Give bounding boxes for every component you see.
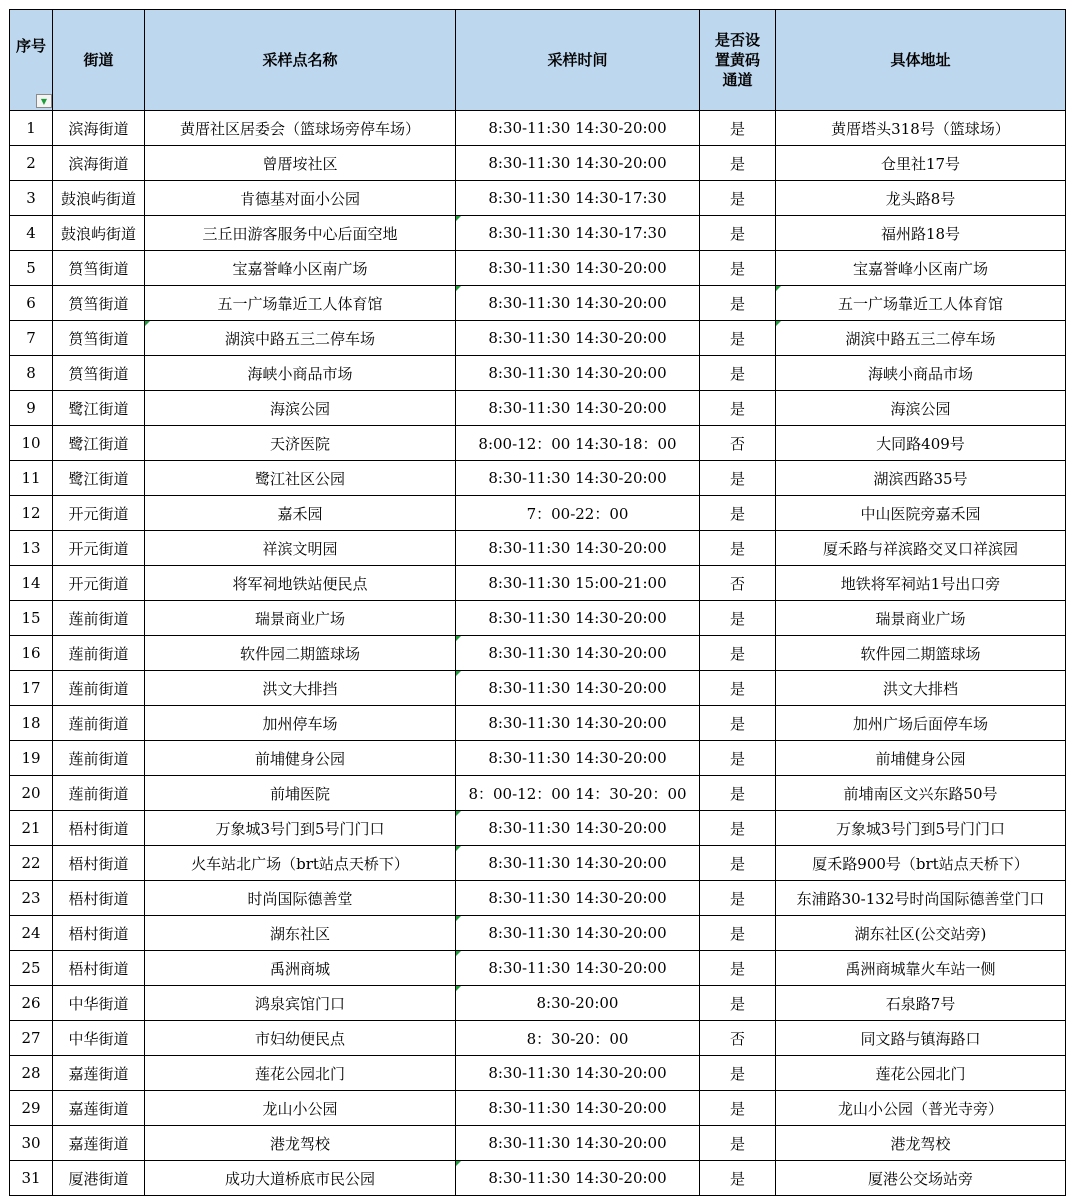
cell-time[interactable]: 7：00-22：00 bbox=[456, 496, 700, 531]
cell-no[interactable]: 21 bbox=[10, 811, 53, 846]
cell-no[interactable]: 1 bbox=[10, 111, 53, 146]
cell-street[interactable]: 莲前街道 bbox=[53, 776, 145, 811]
table-row bbox=[10, 706, 1066, 741]
cell-street[interactable]: 梧村街道 bbox=[53, 811, 145, 846]
cell-time[interactable]: 8:30-11:30 14:30-20:00 bbox=[456, 671, 700, 706]
spreadsheet bbox=[9, 9, 1066, 1196]
cell-time[interactable]: 8:30-11:30 15:00-21:00 bbox=[456, 566, 700, 601]
cell-street[interactable]: 梧村街道 bbox=[53, 951, 145, 986]
table-row bbox=[10, 426, 1066, 461]
cell-street[interactable]: 筼筜街道 bbox=[53, 356, 145, 391]
cell-site[interactable]: 软件园二期篮球场 bbox=[145, 636, 456, 671]
cell-no[interactable]: 5 bbox=[10, 251, 53, 286]
cell-no[interactable]: 26 bbox=[10, 986, 53, 1021]
cell-time[interactable]: 8:30-11:30 14:30-20:00 bbox=[456, 321, 700, 356]
cell-yellow-channel[interactable]: 是 bbox=[700, 1091, 776, 1126]
cell-site[interactable]: 时尚国际德善堂 bbox=[145, 881, 456, 916]
cell-street[interactable]: 中华街道 bbox=[53, 986, 145, 1021]
cell-site[interactable]: 曾厝垵社区 bbox=[145, 146, 456, 181]
cell-site[interactable]: 肯德基对面小公园 bbox=[145, 181, 456, 216]
cell-time[interactable]: 8:30-20:00 bbox=[456, 986, 700, 1021]
cell-street[interactable]: 嘉莲街道 bbox=[53, 1091, 145, 1126]
table-row bbox=[10, 671, 1066, 706]
cell-address[interactable]: 龙头路8号 bbox=[776, 181, 1066, 216]
cell-site[interactable]: 五一广场靠近工人体育馆 bbox=[145, 286, 456, 321]
cell-street[interactable]: 滨海街道 bbox=[53, 146, 145, 181]
cell-site[interactable]: 加州停车场 bbox=[145, 706, 456, 741]
table-row bbox=[10, 881, 1066, 916]
cell-no[interactable]: 11 bbox=[10, 461, 53, 496]
cell-time[interactable]: 8:30-11:30 14:30-20:00 bbox=[456, 356, 700, 391]
table-row bbox=[10, 321, 1066, 356]
cell-address[interactable]: 龙山小公园（普光寺旁） bbox=[776, 1091, 1066, 1126]
cell-no[interactable]: 7 bbox=[10, 321, 53, 356]
cell-yellow-channel[interactable]: 是 bbox=[700, 601, 776, 636]
cell-no[interactable]: 18 bbox=[10, 706, 53, 741]
cell-no[interactable]: 12 bbox=[10, 496, 53, 531]
table-row bbox=[10, 1126, 1066, 1161]
cell-time[interactable]: 8:30-11:30 14:30-20:00 bbox=[456, 881, 700, 916]
cell-address[interactable]: 软件园二期篮球场 bbox=[776, 636, 1066, 671]
cell-yellow-channel[interactable]: 是 bbox=[700, 496, 776, 531]
cell-no[interactable]: 16 bbox=[10, 636, 53, 671]
cell-time[interactable]: 8:30-11:30 14:30-20:00 bbox=[456, 1091, 700, 1126]
cell-yellow-channel[interactable]: 是 bbox=[700, 531, 776, 566]
table-row bbox=[10, 356, 1066, 391]
cell-no[interactable]: 15 bbox=[10, 601, 53, 636]
cell-site[interactable]: 市妇幼便民点 bbox=[145, 1021, 456, 1056]
cell-time[interactable]: 8:30-11:30 14:30-20:00 bbox=[456, 531, 700, 566]
cell-yellow-channel[interactable]: 是 bbox=[700, 776, 776, 811]
table-row bbox=[10, 1056, 1066, 1091]
cell-street[interactable]: 滨海街道 bbox=[53, 111, 145, 146]
header-street: 街道 bbox=[53, 10, 145, 111]
cell-site[interactable]: 鸿泉宾馆门口 bbox=[145, 986, 456, 1021]
cell-site[interactable]: 瑞景商业广场 bbox=[145, 601, 456, 636]
cell-time[interactable]: 8:30-11:30 14:30-20:00 bbox=[456, 706, 700, 741]
header-address: 具体地址 bbox=[776, 10, 1066, 111]
cell-street[interactable]: 鼓浪屿街道 bbox=[53, 216, 145, 251]
cell-street[interactable]: 莲前街道 bbox=[53, 706, 145, 741]
cell-yellow-channel[interactable]: 是 bbox=[700, 391, 776, 426]
cell-time[interactable]: 8:30-11:30 14:30-20:00 bbox=[456, 111, 700, 146]
header-yellow-line-3: 通道 bbox=[722, 71, 753, 89]
cell-street[interactable]: 中华街道 bbox=[53, 1021, 145, 1056]
cell-no[interactable]: 20 bbox=[10, 776, 53, 811]
cell-no[interactable]: 19 bbox=[10, 741, 53, 776]
cell-address[interactable]: 福州路18号 bbox=[776, 216, 1066, 251]
cell-street[interactable]: 开元街道 bbox=[53, 496, 145, 531]
cell-site[interactable]: 海峡小商品市场 bbox=[145, 356, 456, 391]
table-row bbox=[10, 286, 1066, 321]
cell-site[interactable]: 湖滨中路五三二停车场 bbox=[145, 321, 456, 356]
header-yellow-line-2: 置黄码 bbox=[714, 51, 760, 69]
cell-yellow-channel[interactable]: 是 bbox=[700, 1161, 776, 1196]
cell-street[interactable]: 莲前街道 bbox=[53, 636, 145, 671]
cell-time[interactable]: 8:30-11:30 14:30-17:30 bbox=[456, 181, 700, 216]
table-row bbox=[10, 111, 1066, 146]
dropdown-filter-icon[interactable]: ▼ bbox=[36, 94, 52, 108]
cell-street[interactable]: 梧村街道 bbox=[53, 846, 145, 881]
cell-time[interactable]: 8:30-11:30 14:30-20:00 bbox=[456, 391, 700, 426]
cell-site[interactable]: 万象城3号门到5号门门口 bbox=[145, 811, 456, 846]
cell-site[interactable]: 祥滨文明园 bbox=[145, 531, 456, 566]
cell-time[interactable]: 8：00-12：00 14：30-20：00 bbox=[456, 776, 700, 811]
cell-no[interactable]: 10 bbox=[10, 426, 53, 461]
cell-no[interactable]: 22 bbox=[10, 846, 53, 881]
cell-street[interactable]: 梧村街道 bbox=[53, 916, 145, 951]
cell-street[interactable]: 筼筜街道 bbox=[53, 321, 145, 356]
cell-yellow-channel[interactable]: 否 bbox=[700, 426, 776, 461]
cell-time[interactable]: 8:30-11:30 14:30-20:00 bbox=[456, 286, 700, 321]
cell-address[interactable]: 厦禾路与祥滨路交叉口祥滨园 bbox=[776, 531, 1066, 566]
cell-street[interactable]: 嘉莲街道 bbox=[53, 1056, 145, 1091]
cell-address[interactable]: 加州广场后面停车场 bbox=[776, 706, 1066, 741]
table-row bbox=[10, 986, 1066, 1021]
cell-address[interactable]: 石泉路7号 bbox=[776, 986, 1066, 1021]
cell-address[interactable]: 湖东社区(公交站旁) bbox=[776, 916, 1066, 951]
cell-time[interactable]: 8:30-11:30 14:30-20:00 bbox=[456, 811, 700, 846]
cell-address[interactable]: 万象城3号门到5号门门口 bbox=[776, 811, 1066, 846]
cell-yellow-channel[interactable]: 是 bbox=[700, 216, 776, 251]
cell-address[interactable]: 宝嘉誉峰小区南广场 bbox=[776, 251, 1066, 286]
cell-address[interactable]: 湖滨西路35号 bbox=[776, 461, 1066, 496]
table-row bbox=[10, 496, 1066, 531]
cell-yellow-channel[interactable]: 是 bbox=[700, 811, 776, 846]
cell-yellow-channel[interactable]: 是 bbox=[700, 286, 776, 321]
cell-site[interactable]: 港龙驾校 bbox=[145, 1126, 456, 1161]
cell-time[interactable]: 8:30-11:30 14:30-20:00 bbox=[456, 1056, 700, 1091]
cell-time[interactable]: 8:30-11:30 14:30-20:00 bbox=[456, 951, 700, 986]
cell-time[interactable]: 8:30-11:30 14:30-20:00 bbox=[456, 741, 700, 776]
table-row bbox=[10, 636, 1066, 671]
table-row bbox=[10, 461, 1066, 496]
cell-yellow-channel[interactable]: 否 bbox=[700, 566, 776, 601]
table-row bbox=[10, 916, 1066, 951]
table-row bbox=[10, 951, 1066, 986]
cell-time[interactable]: 8:30-11:30 14:30-20:00 bbox=[456, 636, 700, 671]
table-row bbox=[10, 1021, 1066, 1056]
cell-yellow-channel[interactable]: 是 bbox=[700, 741, 776, 776]
cell-yellow-channel[interactable]: 是 bbox=[700, 461, 776, 496]
cell-yellow-channel[interactable]: 是 bbox=[700, 1126, 776, 1161]
cell-address[interactable]: 五一广场靠近工人体育馆 bbox=[776, 286, 1066, 321]
cell-address[interactable]: 禹洲商城靠火车站一侧 bbox=[776, 951, 1066, 986]
cell-yellow-channel[interactable]: 是 bbox=[700, 846, 776, 881]
cell-address[interactable]: 同文路与镇海路口 bbox=[776, 1021, 1066, 1056]
cell-no[interactable]: 25 bbox=[10, 951, 53, 986]
sampling-sites-table bbox=[9, 9, 1066, 1196]
cell-time[interactable]: 8:30-11:30 14:30-17:30 bbox=[456, 216, 700, 251]
table-row bbox=[10, 741, 1066, 776]
cell-address[interactable]: 大同路409号 bbox=[776, 426, 1066, 461]
cell-address[interactable]: 前埔南区文兴东路50号 bbox=[776, 776, 1066, 811]
cell-site[interactable]: 禹洲商城 bbox=[145, 951, 456, 986]
cell-yellow-channel[interactable]: 是 bbox=[700, 1056, 776, 1091]
cell-street[interactable]: 梧村街道 bbox=[53, 881, 145, 916]
cell-address[interactable]: 前埔健身公园 bbox=[776, 741, 1066, 776]
cell-address[interactable]: 厦禾路900号（brt站点天桥下） bbox=[776, 846, 1066, 881]
cell-site[interactable]: 湖东社区 bbox=[145, 916, 456, 951]
table-row bbox=[10, 1161, 1066, 1196]
cell-yellow-channel[interactable]: 是 bbox=[700, 111, 776, 146]
cell-time[interactable]: 8:00-12：00 14:30-18：00 bbox=[456, 426, 700, 461]
cell-address[interactable]: 仓里社17号 bbox=[776, 146, 1066, 181]
cell-site[interactable]: 海滨公园 bbox=[145, 391, 456, 426]
cell-street[interactable]: 开元街道 bbox=[53, 566, 145, 601]
cell-site[interactable]: 龙山小公园 bbox=[145, 1091, 456, 1126]
cell-street[interactable]: 筼筜街道 bbox=[53, 251, 145, 286]
cell-yellow-channel[interactable]: 是 bbox=[700, 356, 776, 391]
table-row bbox=[10, 181, 1066, 216]
cell-no[interactable]: 17 bbox=[10, 671, 53, 706]
cell-site[interactable]: 将军祠地铁站便民点 bbox=[145, 566, 456, 601]
header-row bbox=[10, 10, 1066, 111]
cell-no[interactable]: 14 bbox=[10, 566, 53, 601]
cell-address[interactable]: 中山医院旁嘉禾园 bbox=[776, 496, 1066, 531]
cell-yellow-channel[interactable]: 是 bbox=[700, 671, 776, 706]
cell-no[interactable]: 29 bbox=[10, 1091, 53, 1126]
cell-site[interactable]: 天济医院 bbox=[145, 426, 456, 461]
header-no[interactable] bbox=[10, 10, 53, 111]
table-row bbox=[10, 146, 1066, 181]
cell-street[interactable]: 筼筜街道 bbox=[53, 286, 145, 321]
cell-address[interactable]: 港龙驾校 bbox=[776, 1126, 1066, 1161]
cell-site[interactable]: 鹭江社区公园 bbox=[145, 461, 456, 496]
cell-address[interactable]: 地铁将军祠站1号出口旁 bbox=[776, 566, 1066, 601]
cell-yellow-channel[interactable]: 否 bbox=[700, 1021, 776, 1056]
cell-yellow-channel[interactable]: 是 bbox=[700, 916, 776, 951]
cell-time[interactable]: 8:30-11:30 14:30-20:00 bbox=[456, 916, 700, 951]
table-row bbox=[10, 391, 1066, 426]
cell-site[interactable]: 黄厝社区居委会（篮球场旁停车场） bbox=[145, 111, 456, 146]
cell-site[interactable]: 三丘田游客服务中心后面空地 bbox=[145, 216, 456, 251]
cell-time[interactable]: 8:30-11:30 14:30-20:00 bbox=[456, 146, 700, 181]
table-row bbox=[10, 531, 1066, 566]
cell-yellow-channel[interactable]: 是 bbox=[700, 951, 776, 986]
cell-no[interactable]: 27 bbox=[10, 1021, 53, 1056]
table-row bbox=[10, 601, 1066, 636]
cell-site[interactable]: 洪文大排挡 bbox=[145, 671, 456, 706]
header-yellow-channel bbox=[700, 10, 776, 111]
table-row bbox=[10, 1091, 1066, 1126]
cell-address[interactable]: 瑞景商业广场 bbox=[776, 601, 1066, 636]
cell-street[interactable]: 鹭江街道 bbox=[53, 461, 145, 496]
cell-site[interactable]: 嘉禾园 bbox=[145, 496, 456, 531]
cell-no[interactable]: 31 bbox=[10, 1161, 53, 1196]
cell-street[interactable]: 鹭江街道 bbox=[53, 391, 145, 426]
cell-site[interactable]: 莲花公园北门 bbox=[145, 1056, 456, 1091]
cell-street[interactable]: 开元街道 bbox=[53, 531, 145, 566]
header-yellow-line-1: 是否设 bbox=[714, 31, 760, 49]
header-time: 采样时间 bbox=[456, 10, 700, 111]
cell-no[interactable]: 3 bbox=[10, 181, 53, 216]
cell-street[interactable]: 莲前街道 bbox=[53, 741, 145, 776]
cell-street[interactable]: 厦港街道 bbox=[53, 1161, 145, 1196]
cell-no[interactable]: 6 bbox=[10, 286, 53, 321]
cell-yellow-channel[interactable]: 是 bbox=[700, 321, 776, 356]
table-row bbox=[10, 811, 1066, 846]
cell-no[interactable]: 8 bbox=[10, 356, 53, 391]
cell-time[interactable]: 8:30-11:30 14:30-20:00 bbox=[456, 846, 700, 881]
table-row bbox=[10, 776, 1066, 811]
cell-no[interactable]: 28 bbox=[10, 1056, 53, 1091]
cell-yellow-channel[interactable]: 是 bbox=[700, 986, 776, 1021]
cell-no[interactable]: 30 bbox=[10, 1126, 53, 1161]
cell-time[interactable]: 8:30-11:30 14:30-20:00 bbox=[456, 1126, 700, 1161]
cell-address[interactable]: 黄厝塔头318号（篮球场） bbox=[776, 111, 1066, 146]
cell-yellow-channel[interactable]: 是 bbox=[700, 706, 776, 741]
cell-yellow-channel[interactable]: 是 bbox=[700, 636, 776, 671]
cell-site[interactable]: 前埔健身公园 bbox=[145, 741, 456, 776]
cell-site[interactable]: 宝嘉誉峰小区南广场 bbox=[145, 251, 456, 286]
cell-time[interactable]: 8:30-11:30 14:30-20:00 bbox=[456, 601, 700, 636]
header-no-label: 序号 bbox=[15, 37, 46, 55]
cell-no[interactable]: 13 bbox=[10, 531, 53, 566]
cell-yellow-channel[interactable]: 是 bbox=[700, 251, 776, 286]
cell-address[interactable]: 海峡小商品市场 bbox=[776, 356, 1066, 391]
cell-time[interactable]: 8:30-11:30 14:30-20:00 bbox=[456, 251, 700, 286]
cell-site[interactable]: 火车站北广场（brt站点天桥下） bbox=[145, 846, 456, 881]
cell-site[interactable]: 前埔医院 bbox=[145, 776, 456, 811]
header-site: 采样点名称 bbox=[145, 10, 456, 111]
cell-address[interactable]: 莲花公园北门 bbox=[776, 1056, 1066, 1091]
table-body bbox=[10, 111, 1066, 1196]
table-row bbox=[10, 846, 1066, 881]
cell-no[interactable]: 23 bbox=[10, 881, 53, 916]
cell-address[interactable]: 洪文大排档 bbox=[776, 671, 1066, 706]
cell-street[interactable]: 鹭江街道 bbox=[53, 426, 145, 461]
cell-no[interactable]: 2 bbox=[10, 146, 53, 181]
cell-no[interactable]: 24 bbox=[10, 916, 53, 951]
cell-yellow-channel[interactable]: 是 bbox=[700, 881, 776, 916]
cell-time[interactable]: 8:30-11:30 14:30-20:00 bbox=[456, 1161, 700, 1196]
cell-time[interactable]: 8:30-11:30 14:30-20:00 bbox=[456, 461, 700, 496]
cell-street[interactable]: 嘉莲街道 bbox=[53, 1126, 145, 1161]
cell-site[interactable]: 成功大道桥底市民公园 bbox=[145, 1161, 456, 1196]
cell-street[interactable]: 鼓浪屿街道 bbox=[53, 181, 145, 216]
table-row bbox=[10, 251, 1066, 286]
cell-address[interactable]: 湖滨中路五三二停车场 bbox=[776, 321, 1066, 356]
table-row bbox=[10, 566, 1066, 601]
cell-no[interactable]: 9 bbox=[10, 391, 53, 426]
table-row bbox=[10, 216, 1066, 251]
cell-address[interactable]: 厦港公交场站旁 bbox=[776, 1161, 1066, 1196]
cell-street[interactable]: 莲前街道 bbox=[53, 601, 145, 636]
cell-street[interactable]: 莲前街道 bbox=[53, 671, 145, 706]
cell-address[interactable]: 海滨公园 bbox=[776, 391, 1066, 426]
cell-time[interactable]: 8：30-20：00 bbox=[456, 1021, 700, 1056]
cell-no[interactable]: 4 bbox=[10, 216, 53, 251]
cell-yellow-channel[interactable]: 是 bbox=[700, 146, 776, 181]
cell-address[interactable]: 东浦路30-132号时尚国际德善堂门口 bbox=[776, 881, 1066, 916]
cell-yellow-channel[interactable]: 是 bbox=[700, 181, 776, 216]
